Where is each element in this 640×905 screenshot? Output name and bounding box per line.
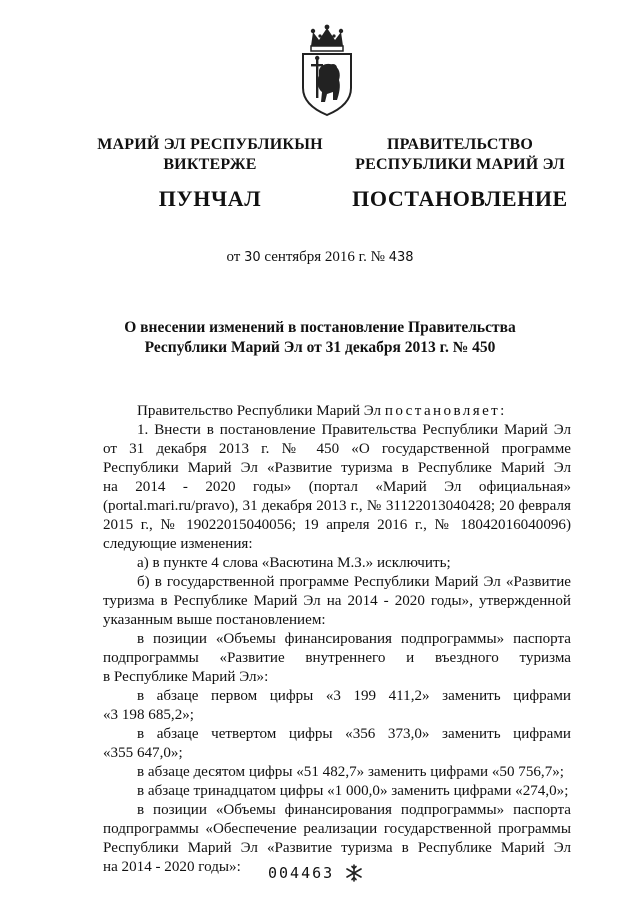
body-line: «355 647,0»; xyxy=(103,745,183,761)
date-day: 30 xyxy=(244,250,261,265)
body-line: от 31 декабря 2013 г. № 450 «О государственной программе xyxy=(103,441,571,457)
body-line: (portal.mari.ru/pravo), 31 декабря 2013 г., № 31122013040428; 20 февраля xyxy=(103,498,571,514)
body-line: подпрограммы «Развитие внутреннего и въездного туризма xyxy=(103,650,571,666)
title-line1: О внесении изменений в постановление Правительства xyxy=(124,319,516,336)
header-right-line2: РЕСПУБЛИКИ МАРИЙ ЭЛ xyxy=(355,156,565,173)
body-line: в абзаце первом цифры «3 199 411,2» заменить цифрами xyxy=(137,688,571,704)
document-number: 438 xyxy=(388,250,414,265)
date-prefix: от xyxy=(226,249,241,265)
document-date xyxy=(0,249,640,266)
header-left-line1: МАРИЙ ЭЛ РЕСПУБЛИКЫН xyxy=(97,136,323,153)
title-line2: Республики Марий Эл от 31 декабря 2013 г. № 450 xyxy=(144,339,496,356)
body-line: в абзаце четвертом цифры «356 373,0» заменить цифрами xyxy=(137,726,571,742)
document-body xyxy=(103,402,571,877)
coat-of-arms-icon xyxy=(297,22,357,118)
header-right-line1: ПРАВИТЕЛЬСТВО xyxy=(386,136,534,153)
header-left-kind: ПУНЧАЛ xyxy=(158,186,262,211)
body-line: Республики Марий Эл «Развитие туризма в Республике Марий Эл xyxy=(103,840,571,856)
page-footer xyxy=(0,864,640,888)
body-intro xyxy=(103,402,571,421)
body-line: следующие изменения: xyxy=(103,536,253,552)
body-line: указанным выше постановлением: xyxy=(103,612,326,628)
body-line: в позиции «Объемы финансирования подпрограммы» паспорта xyxy=(137,631,571,647)
body-line: на 2014 - 2020 годы»: xyxy=(103,859,241,875)
body-line: 2015 г., № 19022015040056; 19 апреля 2016 г., № 18042016040096) xyxy=(103,517,571,533)
snowflake-icon xyxy=(345,864,363,882)
body-line: а) в пункте 4 слова «Васютина М.З.» исключить; xyxy=(137,555,451,571)
body-line: на 2014 - 2020 годы» (портал «Марий Эл официальная» xyxy=(103,479,571,495)
body-line: туризма в Республике Марий Эл на 2014 - 2020 годы», утвержденной xyxy=(103,593,571,609)
header-left-line2: ВИКТЕРЖЕ xyxy=(163,156,257,173)
intro-start: Правительство Республики Марий Эл xyxy=(137,403,382,419)
body-line: б) в государственной программе Республики Марий Эл «Развитие xyxy=(137,574,571,590)
body-line: 1. Внести в постановление Правительства Республики Марий Эл xyxy=(137,422,571,438)
header-left-block xyxy=(80,135,340,209)
intro-decree-word: постановляет: xyxy=(384,403,507,419)
document-title xyxy=(60,318,580,358)
body-line: в абзаце тринадцатом цифры «1 000,0» заменить цифрами «274,0»; xyxy=(137,783,569,799)
serial-number: 004463 xyxy=(268,864,335,882)
body-line: в позиции «Объемы финансирования подпрограммы» паспорта xyxy=(137,802,571,818)
body-line: «3 198 685,2»; xyxy=(103,707,194,723)
body-line: подпрограммы «Обеспечение реализации государственной программы xyxy=(103,821,571,837)
header-right-block xyxy=(340,135,580,209)
body-line: в абзаце десятом цифры «51 482,7» заменить цифрами «50 756,7»; xyxy=(137,764,564,780)
header-right-kind: ПОСТАНОВЛЕНИЕ xyxy=(352,186,568,211)
body-line: Республики Марий Эл «Развитие туризма в Республике Марий Эл xyxy=(103,460,571,476)
body-line: в Республике Марий Эл»: xyxy=(103,669,269,685)
date-month-year: сентября 2016 г. № xyxy=(264,249,385,265)
